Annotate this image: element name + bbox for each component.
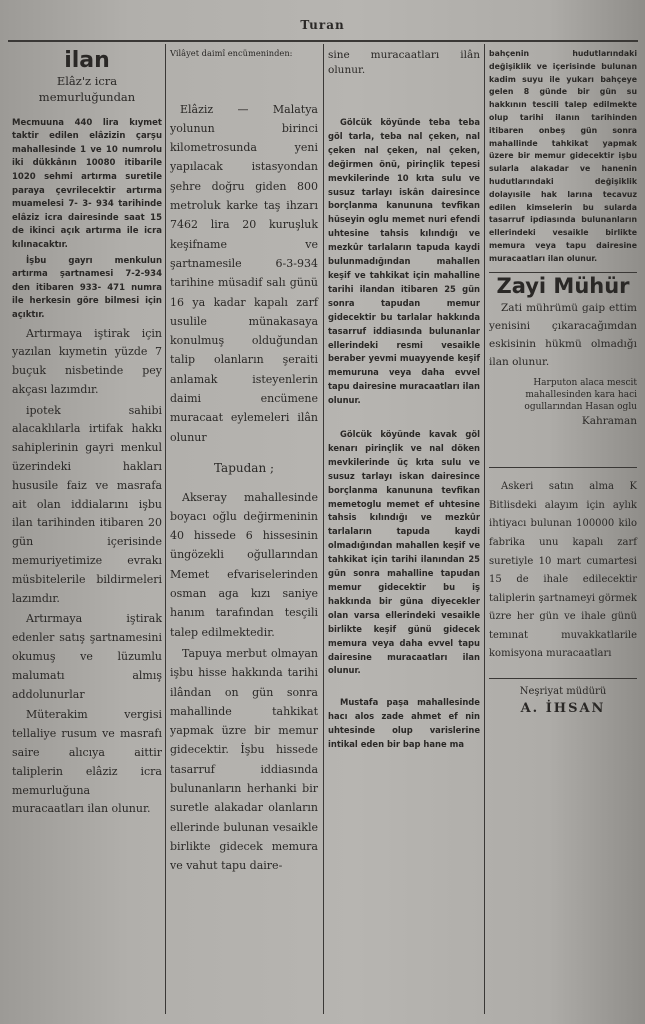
section-rule-1 (489, 272, 637, 273)
column-divider-2 (323, 44, 324, 1014)
top-rule (8, 40, 638, 42)
encumen-header: Vilâyet daimî encümeninden: (170, 48, 293, 58)
encumen-notice: Elâziz — Malatya yolunun birinci kilometrosunda yeni yapılacak istasyondan şehre doğru giden 800 metroluk karke taş ihzarı 7462 lira 20 kuruşluk keşifname ve şartnamesile 6-3-934 tarihine müsadif salı günü 16 ya kadar kapalı zarf usulile münakasaya konulmuş olduğundan talip olanların şeraiti anlamak isteyenlerin daimi encümene muracaat eylemeleri ilân olunur (170, 102, 318, 444)
zayi-muhur-text: Zati mührümü gaip ettim yenisini çıkaracağımdan eskisinin hükmü olmadığı ilan olunur. (489, 302, 637, 369)
tapu-heading: Tapudan ; (213, 460, 275, 475)
ilan-subheading: Elâz'z icra memurluğundan (38, 73, 136, 104)
ilan-paragraph-1: Mecmuuna 440 lira kıymet taktir edilen elâzizin çarşu mahallesinde 1 ve 10 numrolu iki dükkânın 10080 itibarile 1020 sehmi artırma suretile paraya çevrilecektir artırma muamelesi 7- 3- 934 tarihinde elâziz icra dairesinde saat 15 de ikinci açık artırma ile icra kılınacaktır. (12, 117, 162, 250)
ilan-paragraph-3: Artırmaya iştirak için yazılan kıymetin yüzde 7 buçuk nisbetinde pey akçası lazımdır. (12, 326, 162, 396)
ilan-paragraph-2: İşbu gayrı menkulun artırma şartnamesi 7-2-934 den itibaren 933- 471 numra ile herkesin göre bilmesi için açıktır. (12, 255, 162, 320)
mustafa-pasa-notice: Mustafa paşa mahallesinde hacı alos zade ahmet ef nin uhtesinde olup varislerine intikal eden bir bap hane ma (328, 697, 480, 750)
column-divider-1 (165, 44, 166, 1014)
column-3 (328, 48, 480, 754)
ilan-paragraph-5: Artırmaya iştirak edenler satış şartnamesini okumuş ve lüzumlu malumatı almış addolunurlar (12, 612, 162, 701)
column-2 (170, 48, 318, 877)
tapu-notice-1: Akseray mahallesinde boyacı oğlu değirmeninin 40 hissede 6 hissesinin üngözekli oğullarından Memet efvariselerinden osman aga kızı saniye hanım tarafından tesçili talep edilmektedir. (170, 490, 318, 639)
imprint-label: Neşriyat müdürü (519, 686, 607, 698)
bahce-notice: bahçenin hudutlarındaki değişiklik ve içerisinde bulunan kadim suyu ile yukarı bahçeye gelen 8 günde bir gün su hakkının tescili talep edilmekte olup tarihi ilanın tarihinden itibaren onbeş gün sonra mahallinde tahkikat yapmak üzere bir memur gidecektir işbu sularla alakadar ve hanenin hudutlarındaki değişiklik dolayısile hak larına tecavuz edilen kimselerin bu sularda tasarruf ipdiasında bulunanların ellerindeki vesaikle birlikte memura veya tapu dairesine muracaatları ilan olunur. (489, 49, 637, 263)
golcuk-notice-1: Gölcük köyünde teba teba göl tarla, teba nal çeken, nal çeken nal çeken, nal çeken, değirmen önü, pirinçlik tepesi mevkilerinde 10 kıta sulu ve susuz tarlayı iskân dairesince borçlanma kanununa tevfikan hüseyin oglu memet nuri efendi uhtesine tahsis kılındığı ve mezkûr tarlaların tapuda kaydi bulunmadığından mahallen keşif ve tahkikat için mahalline tarihi ilandan itibaren 25 gün sonra tapudan memur gidecektir bu tarlalar hakkında tasarruf iddiasında bulunanlar ellerindeki resmi vesaikle beraber yevmi muayyende keşif memuruna veya daha evvel tapu dairesine muracaatları ilan olunur. (328, 117, 480, 406)
continued-notice: sine muracaatları ilân olunur. (328, 49, 480, 76)
tapu-notice-2: Tapuya merbut olmayan işbu hisse hakkında tarihi ilândan on gün sonra mahallinde tahkikat yapmak üzre bir memur gidecektir. İşbu hissede tasarruf iddiasında bulunanların herhanki bir suretle alakadar olanların ellerinde bulunan vesaikle birlikte gidecek memura ve vahut tapu daire- (170, 646, 318, 873)
column-divider-3 (484, 44, 485, 1014)
newspaper-title: Turan (300, 18, 345, 32)
zayi-muhur-heading: Zayi Mühür (496, 273, 630, 298)
column-1 (12, 48, 162, 821)
section-rule-2 (489, 467, 637, 468)
ilan-heading: ilan (64, 48, 110, 73)
askeri-satin-alma-notice: Askeri satın alma K Bitlisdeki alayım için aylık ihtiyacı bulunan 100000 kilo fabrika unu kapalı zarf suretiyle 10 mart cumartesi 15 de ihale edilecektir taliplerin şartnameyi görmek üzre her gün ve ihale günü temınat muvakkatlarile komisyona muracaatları (489, 481, 637, 660)
golcuk-notice-2: Gölcük köyünde kavak göl kenarı pirinçlik ve nal döken mevkilerinde üç kıta sulu ve susuz tarlayı iskan dairesince borçlanma kanununa tevfikan memetoglu memet ef uhtesine tahsis kılındığı ve mezkûr tarlaların tapuda kaydi olmadığından mahallen keşif ve tahkikat için tarihi ilanından 25 gün sonra mahalline tapudan memur gidecektir bu iş hakkında bir güna diyecekler olan varsa ellerindeki vesaikle birlikte keşif günü gidecek memura veya daha evvel tapu dairesine muracaatları ilan olunur. (328, 429, 480, 676)
column-4 (489, 48, 637, 718)
zayi-muhur-name: Kahraman (581, 415, 637, 428)
section-rule-3 (489, 678, 637, 679)
zayi-muhur-signature: Harputon alaca mescit mahallesinden kara haci ogullarından Hasan oglu (524, 378, 637, 413)
ilan-paragraph-4: ipotek sahibi alacaklılarla irtifak hakkı sahiplerinin gayri menkul üzerindeki hakları hususile faiz ve masrafa ait olan iddialarını işbu ilan tarihinden itibaren 20 gün içerisinde memuriyetimize evrakı müsbitelerile bildirmeleri lazımdır. (12, 403, 162, 605)
ilan-paragraph-6: Müterakim vergisi tellaliye rusum ve masrafı saire alıcıya aittir taliplerin elâziz icra memurluğuna muracaatları ilan olunur. (12, 708, 162, 816)
director-name: A. İHSAN (520, 700, 606, 716)
